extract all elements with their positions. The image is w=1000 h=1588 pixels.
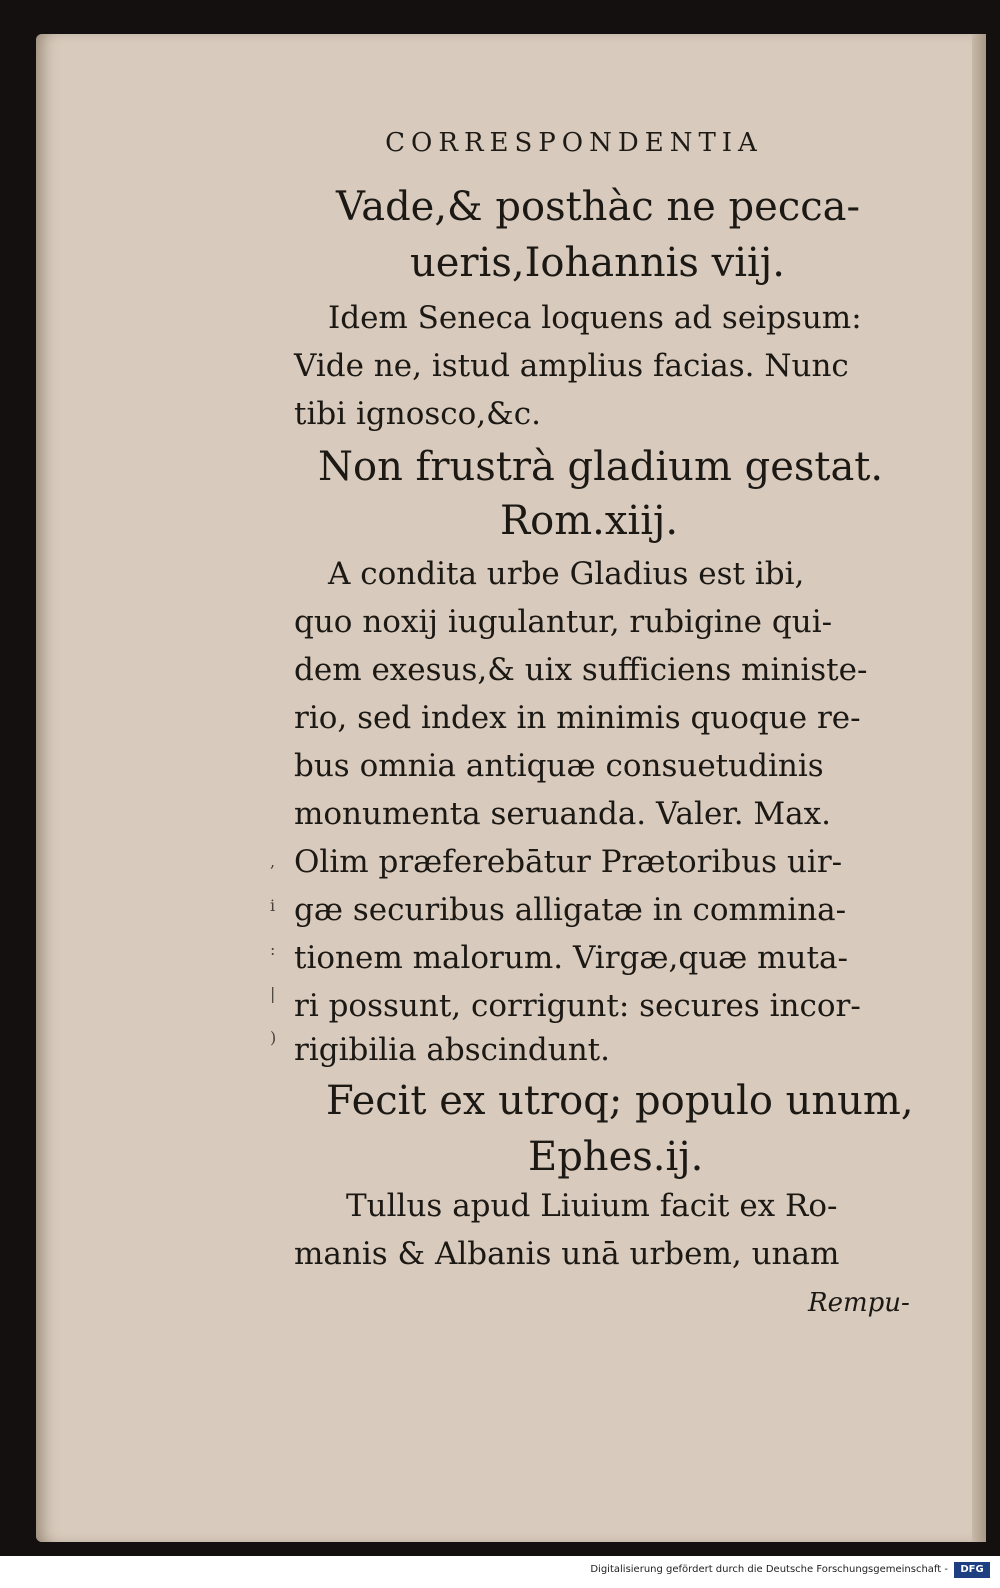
text-line: Fecit ex utroq; populo unum, (326, 1078, 914, 1124)
footer-credit: Digitalisierung gefördert durch die Deutsche Forschungsgemeinschaft - (590, 1564, 948, 1575)
text-line: Ephes.ij. (528, 1134, 704, 1180)
text-line: dem exesus,& uix sufficiens ministe- (294, 652, 868, 688)
catchword: Rempu- (808, 1288, 910, 1318)
text-line: gæ securibus alligatæ in commina- (294, 892, 847, 928)
dfg-logo: DFG (954, 1562, 990, 1578)
page-edge (972, 34, 986, 1542)
text-line: manis & Albanis unā urbem, unam (294, 1236, 840, 1272)
running-header: CORRESPONDENTIA (385, 128, 763, 158)
text-line: Rom.xiij. (500, 498, 679, 544)
text-line: Idem Seneca loquens ad seipsum: (328, 300, 862, 336)
text-line: Vide ne, istud amplius facias. Nunc (294, 348, 849, 384)
margin-marks: , i : | ) (270, 852, 277, 1047)
text-line: quo noxij iugulantur, rubigine qui- (294, 604, 833, 640)
text-line: Olim præferebātur Prætoribus uir- (294, 844, 843, 880)
text-line: monumenta seruanda. Valer. Max. (294, 796, 831, 832)
text-line: ueris,Iohannis viij. (410, 240, 785, 286)
text-line: ri possunt, corrigunt: secures incor- (294, 988, 861, 1024)
text-line: Non frustrà gladium gestat. (318, 444, 884, 490)
text-line: rigibilia abscindunt. (294, 1032, 610, 1068)
text-line: rio, sed index in minimis quoque re- (294, 700, 861, 736)
text-line: tibi ignosco,&c. (294, 396, 541, 432)
text-line: tionem malorum. Virgæ,quæ muta- (294, 940, 848, 976)
text-line: A condita urbe Gladius est ibi, (328, 556, 805, 592)
text-line: Tullus apud Liuium facit ex Ro- (346, 1188, 838, 1224)
text-line: Vade,& posthàc ne pecca- (336, 184, 860, 230)
digitization-footer (0, 1556, 1000, 1588)
text-line: bus omnia antiquæ consuetudinis (294, 748, 824, 784)
